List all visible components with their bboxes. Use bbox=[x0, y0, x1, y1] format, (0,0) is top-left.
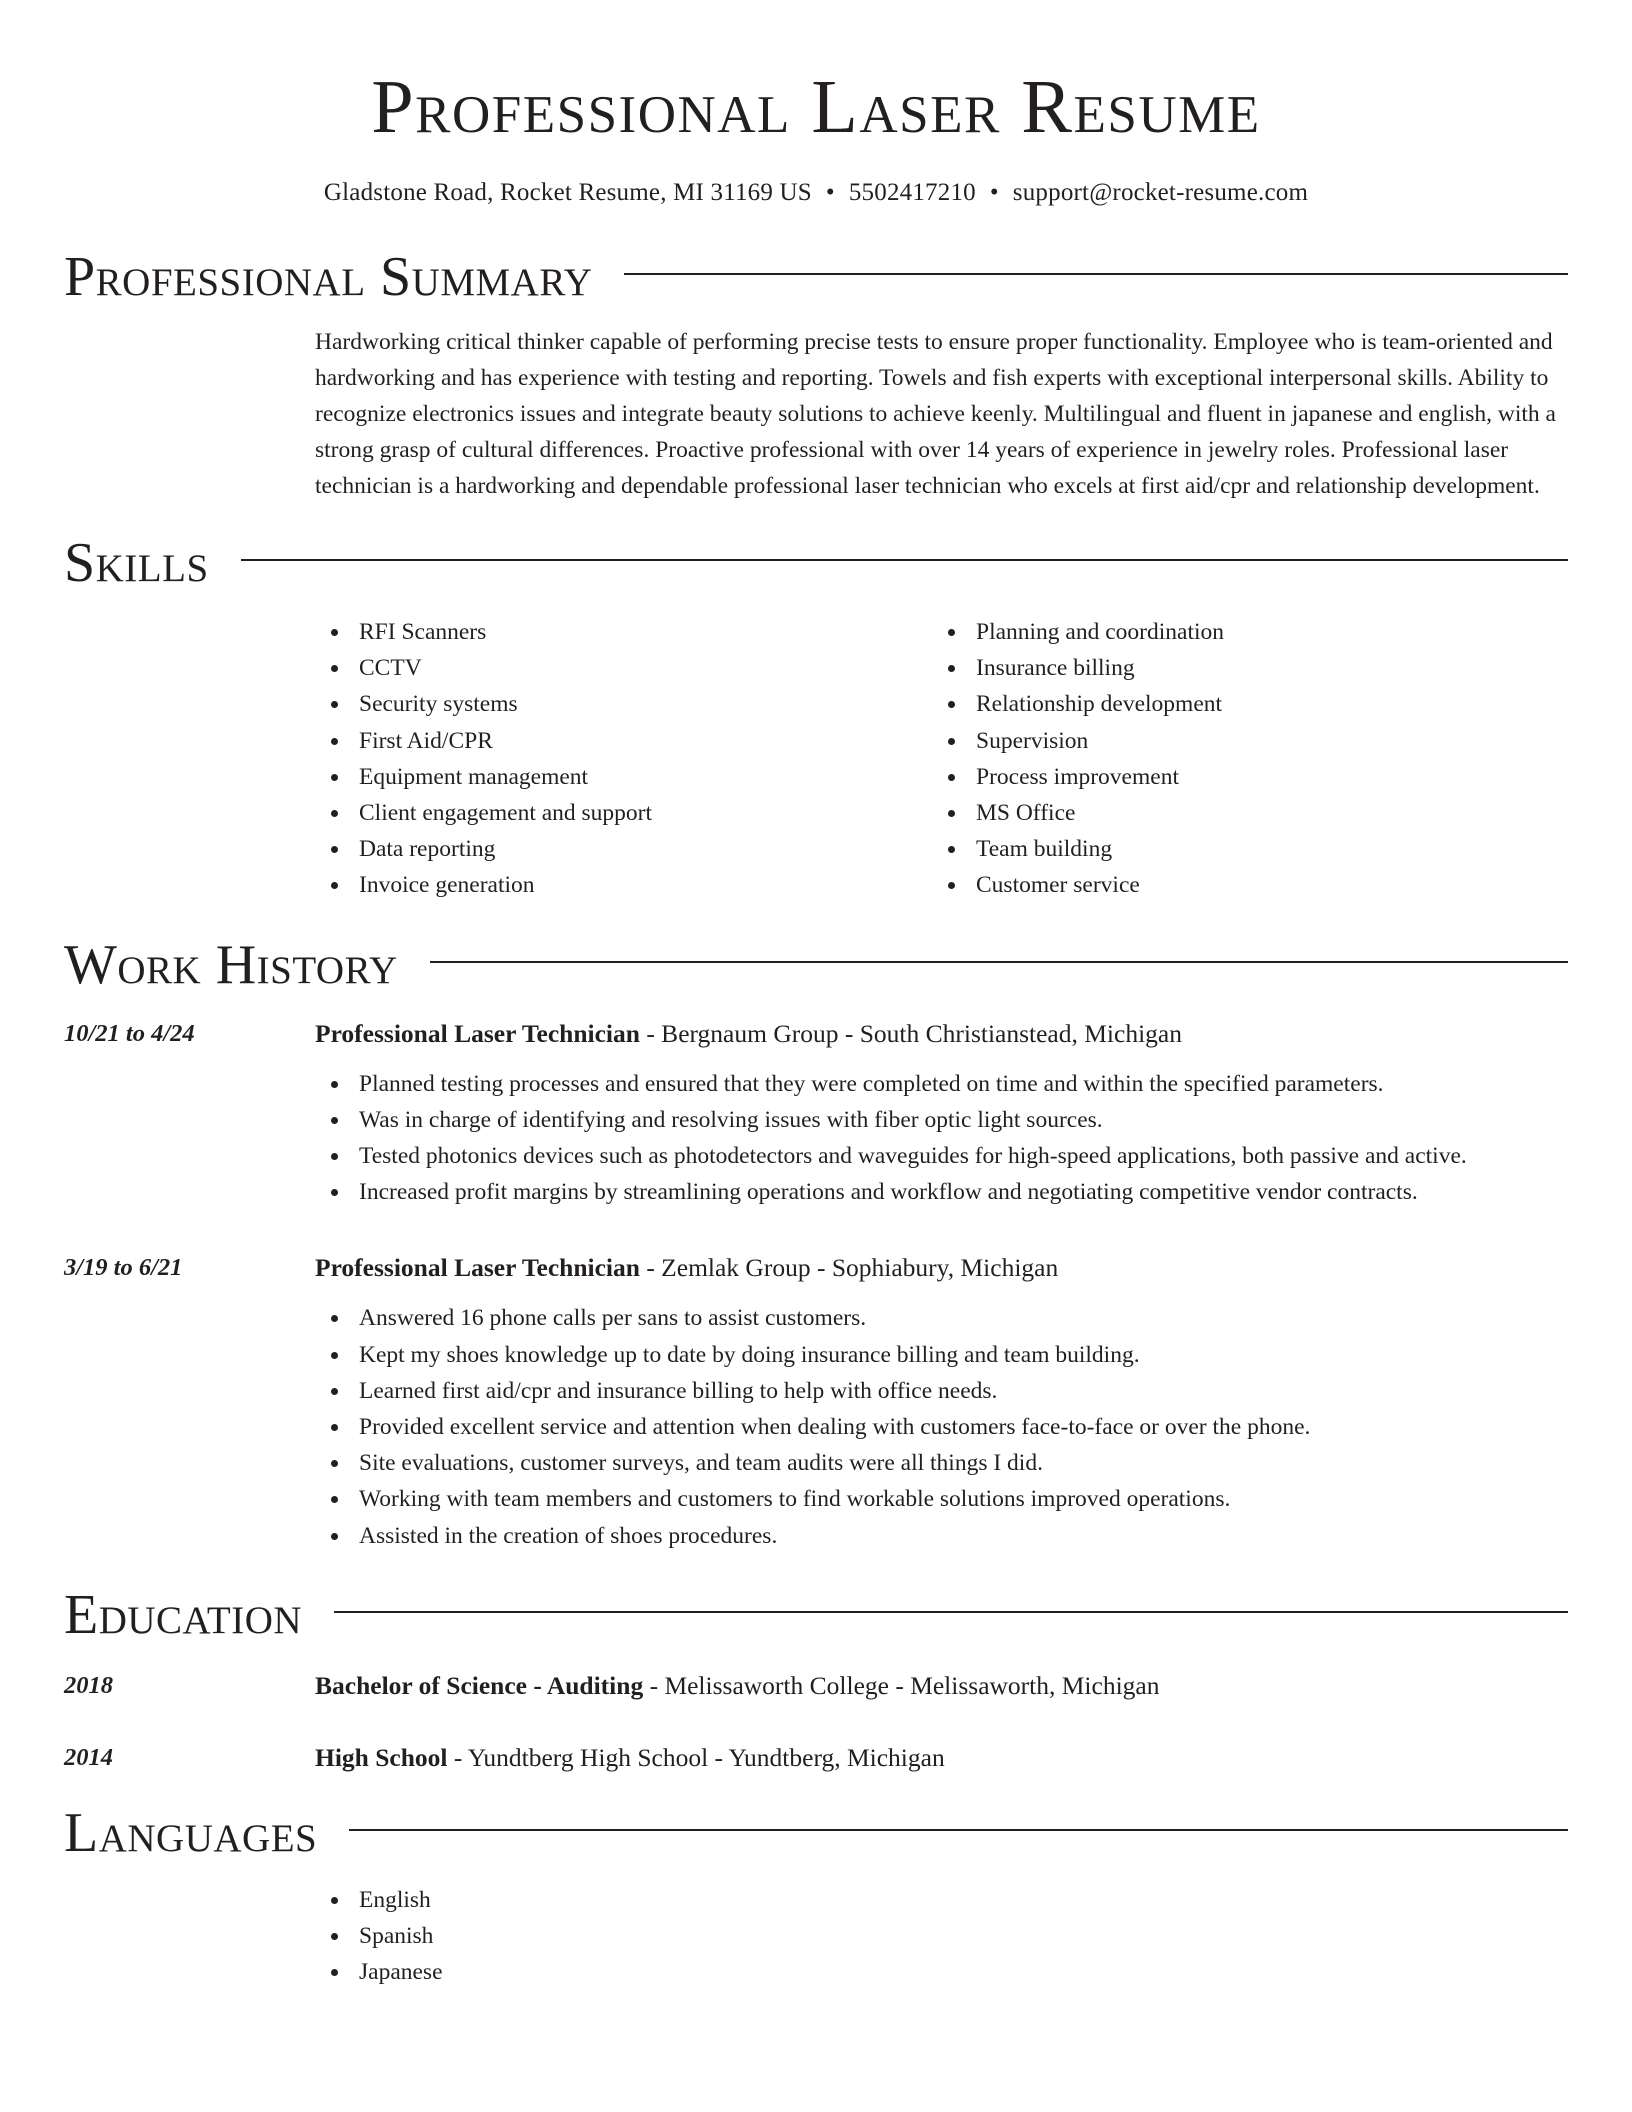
skill-item: Insurance billing bbox=[932, 650, 1549, 686]
education-line bbox=[315, 1668, 1568, 1704]
skill-item: Client engagement and support bbox=[315, 795, 932, 831]
job-bullet: Provided excellent service and attention when dealing with customers face-to-face or over the phone. bbox=[315, 1409, 1568, 1445]
section-divider bbox=[349, 1829, 1568, 1831]
contact-address: Gladstone Road, Rocket Resume, MI 31169 US bbox=[323, 179, 812, 206]
skills-heading: Skills bbox=[64, 532, 209, 594]
skill-item: Security systems bbox=[315, 686, 932, 722]
education-year: 2018 bbox=[64, 1671, 113, 1699]
job-bullet: Planned testing processes and ensured that they were completed on time and within the specified parameters. bbox=[315, 1066, 1568, 1102]
section-divider bbox=[241, 559, 1568, 561]
summary-section-header bbox=[64, 244, 1568, 310]
job-bullet: Tested photonics devices such as photodetectors and waveguides for high-speed applications, both passive and active. bbox=[315, 1138, 1568, 1174]
education-school: - Yundtberg High School - Yundtberg, Michigan bbox=[447, 1742, 945, 1772]
job-title: Professional Laser Technician bbox=[315, 1018, 640, 1048]
skills-column-left bbox=[315, 614, 932, 904]
job-title-line bbox=[315, 1250, 1568, 1286]
languages-heading: Languages bbox=[64, 1801, 318, 1864]
skill-item: First Aid/CPR bbox=[315, 723, 932, 759]
job-bullet: Increased profit margins by streamlining operations and workflow and negotiating competitive vendor contracts. bbox=[315, 1174, 1568, 1210]
resume-name: Professional Laser Resume bbox=[371, 65, 1261, 149]
summary-text: Hardworking critical thinker capable of performing precise tests to ensure proper functionality. Employee who is team-oriented and hardworking and has experience with testing and reporting. Towels and fish experts with exceptional interpersonal skills. Ability to recognize electronics issues and integrate beauty solutions to achieve keenly. Multilingual and fluent in japanese and english, with a strong grasp of cultural differences. Proactive professional with over 14 years of experience in jewelry roles. Professional laser technician is a hardworking and dependable professional laser technician who excels at first aid/cpr and relationship development. bbox=[315, 329, 1556, 499]
language-item: Japanese bbox=[315, 1954, 1568, 1990]
job-bullet: Site evaluations, customer surveys, and team audits were all things I did. bbox=[315, 1445, 1568, 1481]
contact-email: support@rocket-resume.com bbox=[1012, 179, 1309, 206]
education-section-header bbox=[64, 1582, 1568, 1648]
skills-list bbox=[315, 614, 1568, 904]
job-entry bbox=[64, 1016, 1568, 1211]
job-bullet: Answered 16 phone calls per sans to assist customers. bbox=[315, 1300, 1568, 1336]
summary-heading: Professional Summary bbox=[64, 246, 593, 308]
job-bullet: Assisted in the creation of shoes procedures. bbox=[315, 1518, 1568, 1554]
skill-item: Equipment management bbox=[315, 759, 932, 795]
languages-list bbox=[315, 1882, 1568, 1991]
skill-item: Process improvement bbox=[932, 759, 1549, 795]
job-entry bbox=[64, 1250, 1568, 1553]
job-bullet: Was in charge of identifying and resolving issues with fiber optic light sources. bbox=[315, 1102, 1568, 1138]
languages-section-header bbox=[64, 1800, 1568, 1866]
education-school: - Melissaworth College - Melissaworth, Michigan bbox=[643, 1670, 1160, 1700]
contact-line bbox=[64, 176, 1568, 210]
job-bullet: Learned first aid/cpr and insurance billing to help with office needs. bbox=[315, 1373, 1568, 1409]
job-title: Professional Laser Technician bbox=[315, 1253, 640, 1283]
job-bullets bbox=[315, 1300, 1568, 1553]
skill-item: RFI Scanners bbox=[315, 614, 932, 650]
job-dates: 3/19 to 6/21 bbox=[64, 1254, 183, 1282]
job-bullet: Working with team members and customers to find workable solutions improved operations. bbox=[315, 1481, 1568, 1517]
education-line bbox=[315, 1740, 1568, 1776]
skill-item: MS Office bbox=[932, 795, 1549, 831]
job-dates: 10/21 to 4/24 bbox=[64, 1019, 195, 1047]
job-title-line bbox=[315, 1016, 1568, 1052]
skill-item: Data reporting bbox=[315, 831, 932, 867]
job-body bbox=[315, 1016, 1568, 1211]
language-item: English bbox=[315, 1882, 1568, 1918]
skill-item: Relationship development bbox=[932, 686, 1549, 722]
work-section-header bbox=[64, 932, 1568, 998]
education-degree: Bachelor of Science - Auditing bbox=[315, 1670, 644, 1700]
education-entry bbox=[64, 1668, 1568, 1704]
job-employer: - Zemlak Group - Sophiabury, Michigan bbox=[639, 1253, 1059, 1283]
job-body bbox=[315, 1250, 1568, 1553]
education-body bbox=[315, 1668, 1568, 1704]
education-heading: Education bbox=[64, 1583, 303, 1646]
skill-item: Invoice generation bbox=[315, 867, 932, 903]
skill-item: Customer service bbox=[932, 867, 1549, 903]
resume-page bbox=[64, 0, 1568, 1990]
work-heading: Work History bbox=[64, 933, 398, 996]
skill-item: CCTV bbox=[315, 650, 932, 686]
contact-separator: • bbox=[989, 179, 999, 206]
job-bullets bbox=[315, 1066, 1568, 1211]
education-degree: High School bbox=[315, 1742, 448, 1772]
language-item: Spanish bbox=[315, 1918, 1568, 1954]
skills-column-right bbox=[932, 614, 1549, 904]
contact-separator: • bbox=[825, 179, 835, 206]
education-year: 2014 bbox=[64, 1743, 113, 1771]
skill-item: Supervision bbox=[932, 723, 1549, 759]
education-entry bbox=[64, 1740, 1568, 1776]
education-body bbox=[315, 1740, 1568, 1776]
job-bullet: Kept my shoes knowledge up to date by doing insurance billing and team building. bbox=[315, 1337, 1568, 1373]
section-divider bbox=[430, 961, 1568, 963]
contact-phone: 5502417210 bbox=[848, 179, 976, 206]
skills-section-header bbox=[64, 530, 1568, 596]
section-divider bbox=[334, 1611, 1568, 1613]
skill-item: Planning and coordination bbox=[932, 614, 1549, 650]
job-employer: - Bergnaum Group - South Christianstead, Michigan bbox=[639, 1018, 1182, 1048]
skill-item: Team building bbox=[932, 831, 1549, 867]
section-divider bbox=[624, 273, 1568, 275]
